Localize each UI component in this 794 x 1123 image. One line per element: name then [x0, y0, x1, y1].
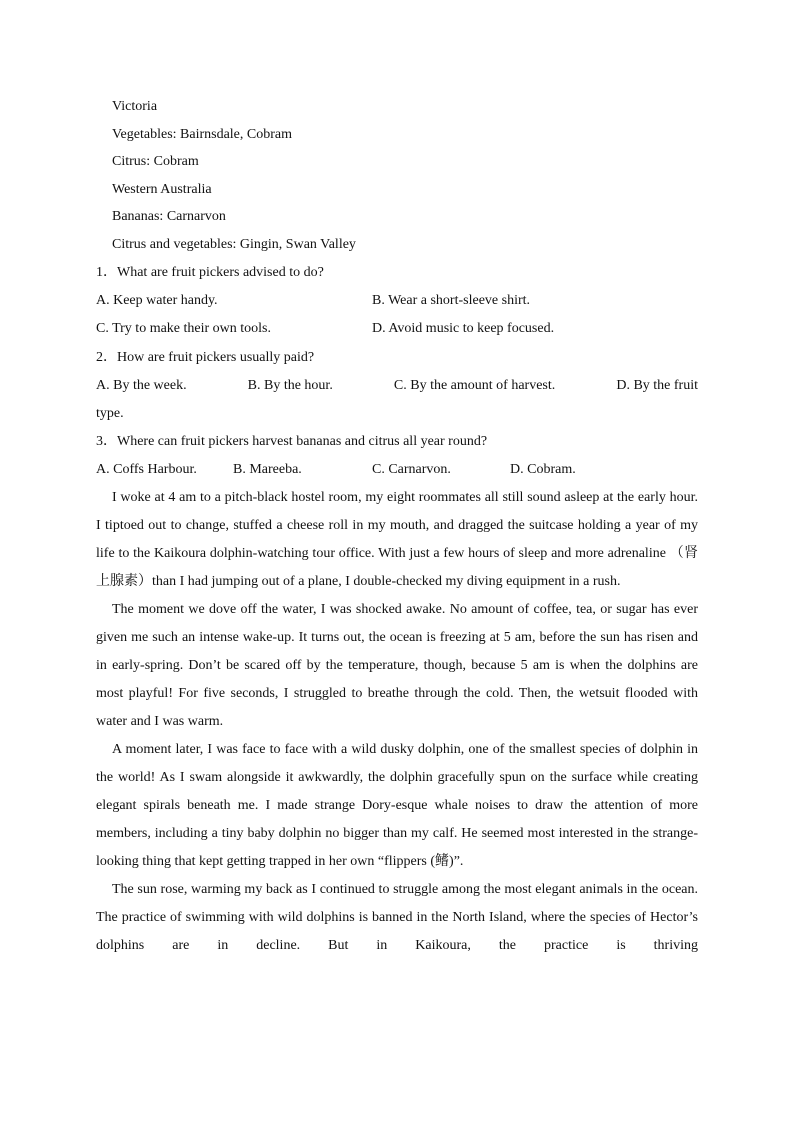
question-stem: 2．How are fruit pickers usually paid? — [96, 350, 315, 365]
option-c: C. By the amount of harvest. — [393, 378, 556, 393]
option-a: A. Coffs Harbour. — [96, 462, 197, 477]
list-line-entry: Citrus and vegetables: Gingin, Swan Valley — [112, 236, 356, 252]
options-row — [96, 287, 698, 315]
options-row — [96, 315, 698, 343]
options-row — [96, 372, 698, 400]
question-1 — [96, 258, 698, 343]
question-3 — [96, 427, 698, 484]
option-c: C. Carnarvon. — [372, 462, 451, 477]
option-b: B. Mareeba. — [233, 462, 302, 477]
list-line-entry: Citrus: Cobram — [112, 154, 199, 169]
passage-paragraph: I woke at 4 am to a pitch-black hostel room, my eight roommates all still sound asleep at the early hour. I tiptoed out to change, stuffed a cheese roll in my mouth, and dragged the suitcase holding a year of my life to the Kaikoura dolphin-watching tour office. With just a few hours of sleep and more adrenaline （肾上腺素）than I had jumping out of a plane, I double-checked my diving equipment in a rush. — [96, 490, 698, 589]
option-a: A. By the week. — [96, 378, 187, 393]
option-b: B. Wear a short-sleeve shirt. — [372, 293, 531, 308]
passage-paragraph: A moment later, I was face to face with a wild dusky dolphin, one of the smallest species of dolphin in the world! As I swam alongside it awkwardly, the dolphin gracefully spun on the surface while creating elegant spirals beneath me. I made strange Dory-esque whale noises to draw the attention of more members, including a tiny baby dolphin no bigger than my calf. He seemed most interested in the strange-looking thing that kept getting trapped in her own “flippers (鳍)”. — [96, 742, 698, 869]
passage-paragraph: The moment we dove off the water, I was shocked awake. No amount of coffee, tea, or sugar has ever given me such an intense wake-up. It turns out, the ocean is freezing at 5 am, before the sun has risen and in early-spring. Don’t be scared off by the temperature, though, because 5 am is when the dolphins are most playful! For five seconds, I struggled to breathe through the cold. Then, the wetsuit flooded with water and I was warm. — [96, 602, 698, 729]
option-d-continuation: type. — [96, 406, 124, 421]
document-content — [96, 93, 698, 960]
passage-paragraph: The sun rose, warming my back as I continued to struggle among the most elegant animals in the ocean. The practice of swimming with wild dolphins is banned in the North Island, where the species of Hector’s dolphins are in decline. But in Kaikoura, the practice is thriving — [96, 882, 698, 953]
question-stem: 3．Where can fruit pickers harvest bananas and citrus all year round? — [96, 434, 488, 449]
option-d: D. Cobram. — [510, 462, 576, 477]
question-2 — [96, 343, 698, 427]
option-d: D. Avoid music to keep focused. — [372, 321, 555, 336]
option-a: A. Keep water handy. — [96, 293, 218, 308]
list-line-entry: Bananas: Carnarvon — [112, 209, 226, 224]
reading-passage — [96, 484, 698, 960]
list-line-entry: Vegetables: Bairnsdale, Cobram — [112, 126, 293, 142]
list-line-state: Western Australia — [112, 181, 212, 197]
location-list — [96, 93, 698, 258]
option-d: D. By the fruit — [616, 378, 698, 393]
question-stem: 1．What are fruit pickers advised to do? — [96, 265, 324, 280]
list-line-state: Victoria — [112, 99, 158, 114]
options-row — [96, 456, 698, 484]
option-c: C. Try to make their own tools. — [96, 321, 272, 336]
option-b: B. By the hour. — [247, 378, 333, 393]
